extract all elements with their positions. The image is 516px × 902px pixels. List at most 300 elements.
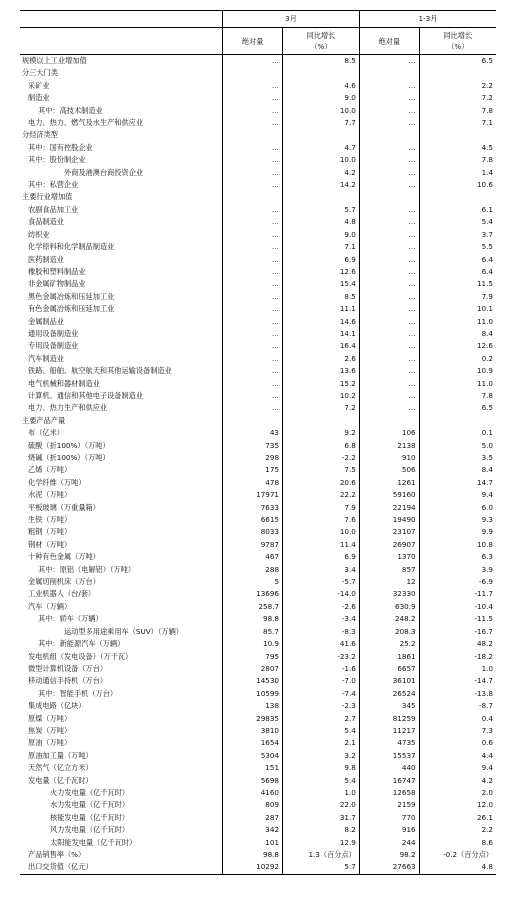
row-ytd-yoy: 1.4 (419, 167, 496, 179)
row-label: 食品制造业 (28, 217, 64, 227)
table-row (20, 415, 496, 427)
row-march-yoy: -23.2 (283, 651, 360, 663)
row-ytd-yoy: -8.7 (419, 700, 496, 712)
row-march-yoy: 10.2 (283, 390, 360, 402)
row-ytd-absolute: … (359, 291, 419, 303)
row-march-yoy: 8.5 (283, 291, 360, 303)
row-label: 金属切削机床（万台） (28, 577, 100, 587)
row-march-yoy: 10.0 (283, 154, 360, 166)
row-ytd-absolute: … (359, 80, 419, 92)
row-march-absolute: … (223, 402, 283, 414)
row-ytd-absolute: 32330 (359, 588, 419, 600)
row-label: 出口交货值（亿元） (20, 861, 223, 874)
table-row (20, 452, 496, 464)
row-label: 布（亿米） (28, 428, 64, 438)
row-ytd-absolute: 4735 (359, 737, 419, 749)
row-ytd-absolute: … (359, 402, 419, 414)
row-march-yoy: 13.6 (283, 365, 360, 377)
row-label: 计算机、通信和其他电子设备制造业 (28, 390, 144, 400)
table-row (20, 117, 496, 129)
row-march-absolute: … (223, 303, 283, 315)
row-ytd-yoy (419, 415, 496, 427)
row-label: 非金属矿物制品业 (28, 279, 86, 289)
row-ytd-absolute: 27663 (359, 861, 419, 874)
row-march-yoy: 41.6 (283, 638, 360, 650)
row-ytd-yoy: 6.5 (419, 55, 496, 68)
row-march-absolute: 8033 (223, 526, 283, 538)
industrial-production-table (20, 10, 496, 875)
row-ytd-absolute: 857 (359, 564, 419, 576)
table-row (20, 551, 496, 563)
row-march-absolute: … (223, 216, 283, 228)
header-yoy-2-line2: （%） (447, 42, 469, 51)
row-march-yoy: -2.3 (283, 700, 360, 712)
row-march-yoy: 5.7 (283, 204, 360, 216)
row-march-absolute: 98.8 (223, 849, 283, 861)
row-ytd-yoy (419, 129, 496, 141)
table-row (20, 539, 496, 551)
table-row (20, 55, 496, 68)
row-ytd-yoy: -14.7 (419, 675, 496, 687)
row-label: 工业机器人（台/套） (28, 589, 96, 599)
header-yoy-1-line1: 同比增长 (306, 31, 336, 40)
row-ytd-yoy: 6.3 (419, 551, 496, 563)
row-ytd-yoy: 3.7 (419, 229, 496, 241)
table-row (20, 737, 496, 749)
table-row (20, 291, 496, 303)
row-ytd-absolute: 15537 (359, 750, 419, 762)
table-row (20, 651, 496, 663)
row-ytd-yoy: 5.4 (419, 216, 496, 228)
row-march-absolute: 98.8 (223, 613, 283, 625)
header-period-jan-mar: 1-3月 (359, 11, 496, 28)
row-ytd-absolute: … (359, 204, 419, 216)
row-march-absolute: 10.9 (223, 638, 283, 650)
row-ytd-absolute: … (359, 142, 419, 154)
row-label: 烧碱（折100%）（万吨） (28, 453, 110, 462)
table-row (20, 502, 496, 514)
row-label: 硫酸（折100%）（万吨） (28, 440, 110, 450)
row-ytd-absolute: 22194 (359, 502, 419, 514)
row-ytd-absolute: 630.9 (359, 601, 419, 613)
header-row-columns (20, 28, 496, 55)
row-march-yoy: 14.1 (283, 328, 360, 340)
row-label: 其中：原铝（电解铝）（万吨） (38, 564, 136, 574)
table-row (20, 216, 496, 228)
row-ytd-absolute: … (359, 229, 419, 241)
row-label: 其中：高技术制造业 (38, 105, 103, 115)
row-march-absolute: 10599 (223, 688, 283, 700)
row-march-yoy: 7.6 (283, 514, 360, 526)
row-march-yoy: 15.2 (283, 378, 360, 390)
row-ytd-yoy: 8.6 (419, 837, 496, 849)
row-ytd-absolute: 98.2 (359, 849, 419, 861)
row-ytd-absolute: … (359, 105, 419, 117)
row-ytd-absolute: 244 (359, 837, 419, 849)
table-row (20, 849, 496, 861)
row-ytd-yoy: 12.0 (419, 799, 496, 811)
row-march-absolute: 342 (223, 824, 283, 836)
row-ytd-absolute: … (359, 365, 419, 377)
row-march-absolute: … (223, 142, 283, 154)
row-march-yoy: 5.4 (283, 775, 360, 787)
row-ytd-yoy: 4.5 (419, 142, 496, 154)
row-march-absolute: 151 (223, 762, 283, 774)
table-row (20, 663, 496, 675)
row-ytd-absolute: 440 (359, 762, 419, 774)
row-label: 汽车（万辆） (28, 601, 72, 611)
row-ytd-absolute: … (359, 278, 419, 290)
row-march-yoy: 22.2 (283, 489, 360, 501)
row-ytd-yoy: 7.8 (419, 154, 496, 166)
row-label: 其中：智能手机（万台） (38, 688, 118, 698)
table-row (20, 167, 496, 179)
row-march-absolute: … (223, 291, 283, 303)
row-ytd-yoy: 10.9 (419, 365, 496, 377)
row-label: 焦炭（万吨） (28, 725, 72, 735)
table-row (20, 626, 496, 638)
row-ytd-yoy: 6.1 (419, 204, 496, 216)
row-march-absolute: … (223, 378, 283, 390)
row-ytd-yoy (419, 67, 496, 79)
row-ytd-yoy: 7.9 (419, 291, 496, 303)
row-ytd-yoy: 12.6 (419, 340, 496, 352)
row-march-yoy: -3.4 (283, 613, 360, 625)
row-march-yoy: 9.8 (283, 762, 360, 774)
row-ytd-yoy: 6.0 (419, 502, 496, 514)
row-march-absolute: … (223, 241, 283, 253)
row-label: 原油（万吨） (28, 738, 72, 748)
header-row-periods (20, 11, 496, 28)
row-ytd-yoy: 9.4 (419, 762, 496, 774)
row-march-yoy: 7.2 (283, 402, 360, 414)
row-ytd-yoy: 0.2 (419, 353, 496, 365)
row-march-absolute: … (223, 266, 283, 278)
row-march-yoy: 7.5 (283, 464, 360, 476)
row-march-yoy: 7.9 (283, 502, 360, 514)
row-march-yoy: 12.9 (283, 837, 360, 849)
table-row (20, 303, 496, 315)
row-march-absolute: 17971 (223, 489, 283, 501)
row-label: 电气机械和器材制造业 (28, 378, 100, 388)
row-ytd-absolute: 36101 (359, 675, 419, 687)
row-march-yoy: 10.0 (283, 105, 360, 117)
table-row (20, 402, 496, 414)
row-march-absolute: 10292 (223, 861, 283, 874)
row-ytd-yoy: 7.8 (419, 390, 496, 402)
row-ytd-absolute (359, 415, 419, 427)
row-ytd-yoy: 6.4 (419, 254, 496, 266)
row-ytd-absolute: 910 (359, 452, 419, 464)
row-label: 平板玻璃（万重量箱） (28, 502, 100, 512)
row-ytd-yoy: -13.8 (419, 688, 496, 700)
row-label: 其中：国有控股企业 (28, 142, 93, 152)
header-absolute-1: 绝对量 (223, 28, 283, 55)
row-march-yoy: 8.2 (283, 824, 360, 836)
row-label: 微型计算机设备（万台） (28, 663, 108, 673)
header-blank (20, 11, 223, 28)
table-row (20, 799, 496, 811)
row-march-yoy: 9.0 (283, 92, 360, 104)
row-ytd-yoy: 10.6 (419, 179, 496, 191)
row-march-absolute (223, 129, 283, 141)
row-ytd-absolute: 208.3 (359, 626, 419, 638)
row-label: 黑色金属冶炼和压延加工业 (28, 291, 115, 301)
header-yoy-1-line2: （%） (310, 42, 332, 51)
row-march-yoy: 14.2 (283, 179, 360, 191)
header-yoy-2 (419, 28, 496, 55)
row-label: 产品销售率（%） (28, 850, 86, 859)
table-row (20, 179, 496, 191)
row-label: 发电机组（发电设备）（万千瓦） (28, 651, 133, 661)
table-row (20, 576, 496, 588)
row-ytd-yoy: -18.2 (419, 651, 496, 663)
row-label: 水泥（万吨） (28, 490, 72, 500)
row-ytd-absolute: … (359, 179, 419, 191)
row-march-yoy (283, 129, 360, 141)
table-body (20, 55, 496, 875)
row-ytd-yoy: -6.9 (419, 576, 496, 588)
row-ytd-yoy: 7.2 (419, 92, 496, 104)
table-row (20, 390, 496, 402)
row-ytd-absolute: 506 (359, 464, 419, 476)
row-ytd-absolute: 770 (359, 812, 419, 824)
row-march-absolute: 2807 (223, 663, 283, 675)
row-ytd-yoy: 8.4 (419, 328, 496, 340)
row-march-absolute: … (223, 55, 283, 68)
row-label: 其中：轿车（万辆） (38, 614, 103, 624)
row-label: 太阳能发电量（亿千瓦时） (50, 837, 137, 847)
row-ytd-absolute: 345 (359, 700, 419, 712)
row-ytd-yoy: -11.5 (419, 613, 496, 625)
row-ytd-yoy: 0.4 (419, 713, 496, 725)
row-ytd-absolute: … (359, 117, 419, 129)
row-label: 金属制品业 (28, 316, 64, 326)
row-march-yoy: 2.1 (283, 737, 360, 749)
row-ytd-yoy: 0.1 (419, 427, 496, 439)
row-ytd-absolute: 81259 (359, 713, 419, 725)
row-march-absolute: 13696 (223, 588, 283, 600)
row-ytd-yoy: 9.4 (419, 489, 496, 501)
row-label: 移动通信手持机（万台） (28, 676, 108, 686)
row-march-absolute: 5304 (223, 750, 283, 762)
row-ytd-yoy: 7.8 (419, 105, 496, 117)
header-yoy-2-line1: 同比增长 (443, 31, 473, 40)
row-ytd-absolute: 25.2 (359, 638, 419, 650)
row-ytd-yoy: 10.1 (419, 303, 496, 315)
header-yoy-1 (283, 28, 360, 55)
row-march-absolute: 467 (223, 551, 283, 563)
header-period-march: 3月 (223, 11, 360, 28)
row-march-yoy: 11.4 (283, 539, 360, 551)
row-march-yoy: 6.8 (283, 440, 360, 452)
row-label: 火力发电量（亿千瓦时） (50, 787, 130, 797)
row-march-absolute: … (223, 154, 283, 166)
row-march-yoy: 11.1 (283, 303, 360, 315)
row-ytd-absolute: … (359, 55, 419, 68)
row-label: 核能发电量（亿千瓦时） (50, 812, 130, 822)
row-march-absolute: … (223, 353, 283, 365)
row-label: 主要产品产量 (22, 415, 66, 425)
row-march-yoy: 6.9 (283, 551, 360, 563)
row-march-absolute: 29835 (223, 713, 283, 725)
row-march-absolute: 258.7 (223, 601, 283, 613)
table-row (20, 365, 496, 377)
row-march-absolute: 9787 (223, 539, 283, 551)
row-label: 原煤（万吨） (28, 713, 72, 723)
table-row (20, 861, 496, 874)
table-row (20, 67, 496, 79)
row-ytd-absolute: 1261 (359, 477, 419, 489)
row-ytd-yoy: 4.8 (419, 861, 496, 874)
row-march-yoy: -7.0 (283, 675, 360, 687)
row-ytd-absolute: … (359, 353, 419, 365)
row-ytd-yoy (419, 191, 496, 203)
table-row (20, 266, 496, 278)
row-label: 粗钢（万吨） (28, 527, 72, 537)
table-row (20, 601, 496, 613)
row-ytd-absolute: 2138 (359, 440, 419, 452)
row-march-absolute: 175 (223, 464, 283, 476)
row-ytd-absolute: 1861 (359, 651, 419, 663)
row-label: 钢材（万吨） (28, 539, 72, 549)
table-row (20, 750, 496, 762)
table-row (20, 92, 496, 104)
row-ytd-absolute: 1370 (359, 551, 419, 563)
row-march-yoy (283, 191, 360, 203)
row-label: 天然气（亿立方米） (28, 763, 93, 773)
row-march-absolute: 298 (223, 452, 283, 464)
row-march-yoy: 4.7 (283, 142, 360, 154)
row-march-yoy: -2.6 (283, 601, 360, 613)
row-ytd-absolute: 12658 (359, 787, 419, 799)
row-ytd-absolute: 2159 (359, 799, 419, 811)
row-march-yoy: 9.2 (283, 427, 360, 439)
row-label: 橡胶和塑料制品业 (28, 266, 86, 276)
table-row (20, 688, 496, 700)
row-ytd-yoy: 2.0 (419, 787, 496, 799)
row-ytd-yoy: -16.7 (419, 626, 496, 638)
row-ytd-absolute: … (359, 378, 419, 390)
row-ytd-absolute: … (359, 340, 419, 352)
row-ytd-yoy: -11.7 (419, 588, 496, 600)
row-march-yoy: 4.8 (283, 216, 360, 228)
row-ytd-yoy: -10.4 (419, 601, 496, 613)
table-row (20, 427, 496, 439)
row-label: 电力、热力生产和供应业 (28, 403, 108, 413)
table-row (20, 328, 496, 340)
row-march-absolute: 85.7 (223, 626, 283, 638)
row-label: 其中：私营企业 (28, 180, 79, 190)
row-label: 有色金属冶炼和压延加工业 (28, 304, 115, 314)
row-ytd-absolute: 26524 (359, 688, 419, 700)
row-march-absolute: 809 (223, 799, 283, 811)
row-march-absolute: 101 (223, 837, 283, 849)
row-ytd-absolute (359, 191, 419, 203)
row-march-yoy: -7.4 (283, 688, 360, 700)
row-ytd-absolute (359, 129, 419, 141)
table-row (20, 588, 496, 600)
row-ytd-yoy: 48.2 (419, 638, 496, 650)
row-march-absolute: 735 (223, 440, 283, 452)
row-march-yoy (283, 415, 360, 427)
row-march-absolute: 288 (223, 564, 283, 576)
row-label: 电力、热力、燃气及水生产和供应业 (28, 118, 144, 128)
row-march-absolute (223, 415, 283, 427)
table-row (20, 514, 496, 526)
statistics-document (20, 10, 496, 875)
row-march-absolute: … (223, 105, 283, 117)
row-ytd-yoy: 9.3 (419, 514, 496, 526)
table-row (20, 489, 496, 501)
row-ytd-absolute: … (359, 241, 419, 253)
table-row (20, 713, 496, 725)
table-row (20, 613, 496, 625)
row-march-yoy: 2.7 (283, 713, 360, 725)
table-row (20, 191, 496, 203)
row-march-absolute: 3810 (223, 725, 283, 737)
table-row (20, 80, 496, 92)
row-label: 分三大门类 (22, 68, 58, 78)
table-row (20, 254, 496, 266)
row-label: 化学原料和化学制品制造业 (28, 242, 115, 252)
row-ytd-yoy: 5.5 (419, 241, 496, 253)
row-march-absolute: 795 (223, 651, 283, 663)
row-ytd-yoy: 3.5 (419, 452, 496, 464)
row-march-absolute: … (223, 316, 283, 328)
row-ytd-absolute: 106 (359, 427, 419, 439)
row-march-yoy (283, 67, 360, 79)
row-ytd-yoy: 4.4 (419, 750, 496, 762)
row-march-yoy: 3.4 (283, 564, 360, 576)
row-label: 汽车制造业 (28, 353, 64, 363)
row-ytd-absolute: … (359, 328, 419, 340)
row-march-yoy: 2.6 (283, 353, 360, 365)
row-ytd-yoy: 8.4 (419, 464, 496, 476)
row-ytd-absolute: 916 (359, 824, 419, 836)
row-label: 化学纤维（万吨） (28, 477, 86, 487)
row-label: 十种有色金属（万吨） (28, 552, 100, 562)
row-march-absolute: … (223, 167, 283, 179)
row-march-yoy: 1.0 (283, 787, 360, 799)
row-ytd-absolute: … (359, 254, 419, 266)
row-ytd-yoy: 0.6 (419, 737, 496, 749)
row-march-yoy: -14.0 (283, 588, 360, 600)
row-label: 发电量（亿千瓦时） (28, 775, 93, 785)
row-ytd-yoy: 7.1 (419, 117, 496, 129)
row-ytd-absolute: … (359, 316, 419, 328)
row-ytd-absolute: 26907 (359, 539, 419, 551)
table-row (20, 725, 496, 737)
row-label: 通用设备制造业 (28, 328, 79, 338)
row-ytd-absolute: 16747 (359, 775, 419, 787)
row-march-absolute: 4160 (223, 787, 283, 799)
table-row (20, 526, 496, 538)
row-ytd-yoy: 11.0 (419, 316, 496, 328)
table-row (20, 378, 496, 390)
row-ytd-yoy: 10.8 (419, 539, 496, 551)
row-label: 规模以上工业增加值 (22, 56, 87, 65)
table-row (20, 638, 496, 650)
row-ytd-yoy: 14.7 (419, 477, 496, 489)
row-label: 乙烯（万吨） (28, 465, 72, 475)
row-ytd-absolute: … (359, 154, 419, 166)
table-row (20, 700, 496, 712)
table-row (20, 564, 496, 576)
row-label: 外商及港澳台商投资企业 (64, 167, 144, 177)
table-row (20, 762, 496, 774)
row-march-yoy: 7.1 (283, 241, 360, 253)
